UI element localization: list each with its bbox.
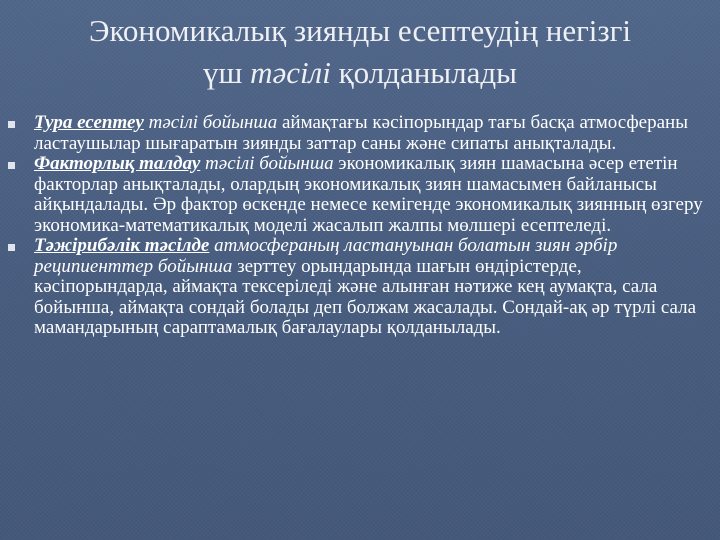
bullet-text: зерттеу орындарында шағын өндірістерде, кәсіпорындарда, аймақта тексеріледі және алынған нәтиже кең аумақта, сала бойынша, аймақта сондай болады деп болжам жасалады. Сондай-ақ әр түрлі сала мамандарының сараптамалық бағалаулары қолданылады.	[34, 255, 697, 338]
bullet-list	[8, 113, 714, 339]
method-phrase: тәсілі бойынша	[200, 153, 334, 174]
method-term: Тәжірибәлік тәсілде	[34, 235, 210, 256]
bullet-item-factor-analysis	[8, 154, 714, 236]
bullet-text: экономикалық зиян шамасына әсер ететін факторлар анықталады, олардың экономикалық зиян шамасымен байланысы айқындалады. Әр фактор өскенде немесе кемігенде экономикалық зиянның өзгеру экономика-математикалық моделі жасалып жалпы мөлшері есептеледі.	[34, 153, 703, 236]
title-text: қолданылады	[330, 55, 517, 90]
title-line-1: Экономикалық зиянды есептеудің негізгі	[88, 13, 631, 48]
title-emphasis: тәсілі	[250, 55, 331, 90]
bullet-text: аймақтағы кәсіпорындар тағы басқа атмосфераны ластаушылар шығаратын зиянды заттар саны және сипаты анықталады.	[34, 112, 688, 154]
method-term: Тура есептеу	[34, 112, 144, 133]
bullet-item-direct-calculation	[8, 113, 714, 154]
title-line-2	[20, 52, 700, 94]
bullet-item-experimental-method	[8, 236, 714, 339]
slide-title	[20, 10, 700, 94]
method-phrase: тәсілі бойынша	[143, 112, 278, 133]
method-phrase: атмосфераның ластануынан болатын зиян әрбір реципиенттер бойынша	[34, 235, 618, 277]
title-text: үш	[203, 55, 251, 90]
square-bullet-icon	[8, 162, 15, 169]
square-bullet-icon	[8, 244, 15, 251]
square-bullet-icon	[8, 121, 15, 128]
method-term: Факторлық талдау	[34, 153, 201, 174]
